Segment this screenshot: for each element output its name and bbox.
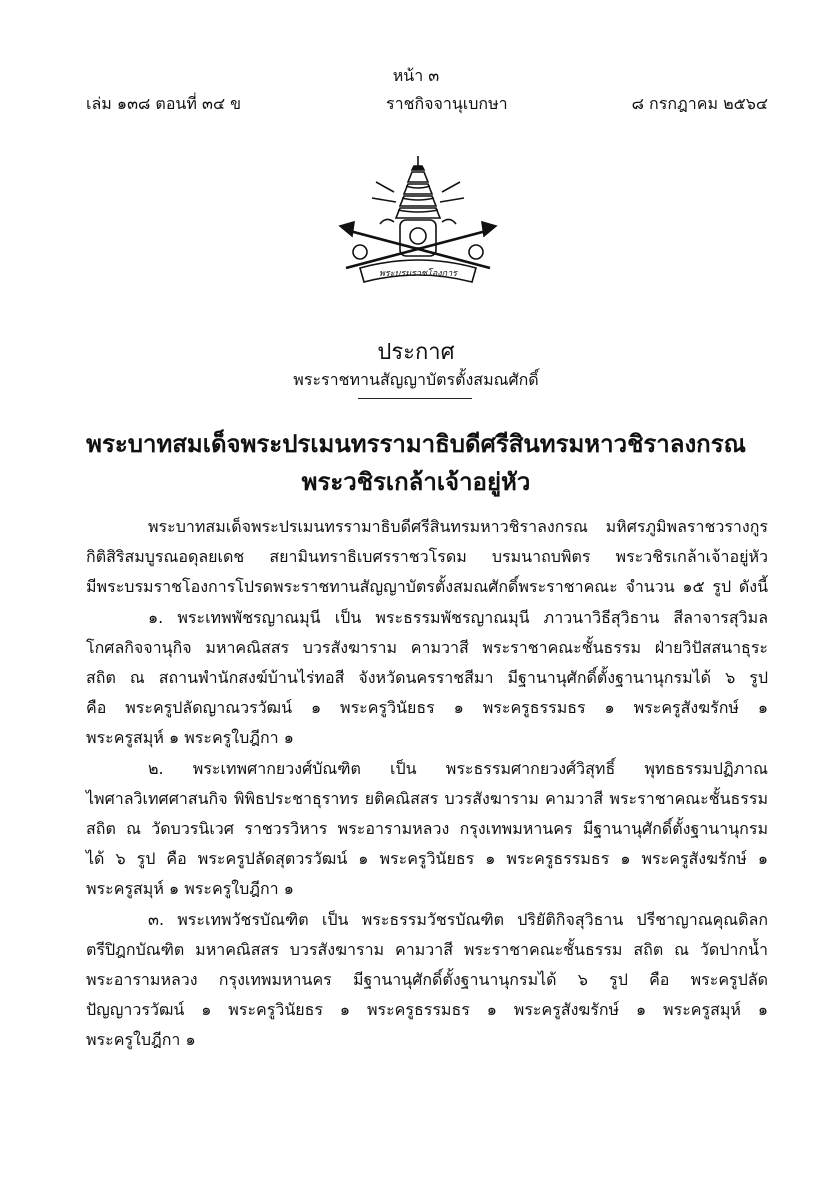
body-line: สถิต ณ วัดบวรนิเวศ ราชวรวิหาร พระอารามหลวง กรุงเทพมหานคร มีฐานานุศักดิ์ตั้งฐานานุกรม bbox=[86, 819, 768, 839]
announcement-subtitle: พระราชทานสัญญาบัตรตั้งสมณศักดิ์ bbox=[293, 370, 539, 389]
body-line: พระครูสมุห์ ๑ พระครูใบฎีกา ๑ bbox=[86, 879, 294, 899]
volume-issue: เล่ม ๑๓๘ ตอนที่ ๓๔ ข bbox=[86, 94, 242, 113]
body-line: ได้ ๖ รูป คือ พระครูปลัดสุตวรวัฒน์ ๑ พระครูวินัยธร ๑ พระครูธรรมธร ๑ พระครูสังฆรักษ์ ๑ bbox=[86, 849, 768, 869]
body-line: โกศลกิจจานุกิจ มหาคณิสสร บวรสังฆาราม คามวาสี พระราชาคณะชั้นธรรม ฝ่ายวิปัสสนาธุระ bbox=[86, 637, 768, 657]
announcement-body bbox=[86, 512, 768, 1056]
body-line: พระบาทสมเด็จพระปรเมนทรรามาธิบดีศรีสินทรมหาวชิราลงกรณ มหิศรภูมิพลราชวรางกูร bbox=[148, 517, 768, 536]
body-line: ๑. พระเทพพัชรญาณมุนี เป็น พระธรรมพัชรญาณมุนี ภาวนาวิธีสุวิธาน สีลาจารสุวิมล bbox=[148, 607, 768, 627]
body-line: ตรีปิฎกบัณฑิต มหาคณิสสร บวรสังฆาราม คามวาสี พระราชาคณะชั้นธรรม สถิต ณ วัดปากน้ำ bbox=[86, 939, 769, 959]
body-line: ไพศาลวิเทศศาสนกิจ พิพิธประชาธุราทร ยติคณิสสร บวรสังฆาราม คามวาสี พระราชาคณะชั้นธรรม bbox=[86, 788, 768, 808]
page-number: หน้า ๓ bbox=[392, 66, 440, 85]
body-line: ปัญญาวรวัฒน์ ๑ พระครูวินัยธร ๑ พระครูธรรมธร ๑ พระครูสังฆรักษ์ ๑ พระครูสมุห์ ๑ bbox=[86, 1000, 768, 1020]
announcement-title: ประกาศ bbox=[377, 340, 455, 365]
title-divider bbox=[358, 398, 472, 399]
gazette-name: ราชกิจจานุเบกษา bbox=[386, 94, 508, 113]
body-line: กิติสิริสมบูรณอดุลยเดช สยามินทราธิเบศรราชวโรดม บรมนาถบพิตร พระวชิรเกล้าเจ้าอยู่หัว bbox=[86, 547, 768, 567]
body-line: ๓. พระเทพวัชรบัณฑิต เป็น พระธรรมวัชรบัณฑิต ปริยัติกิจสุวิธาน ปรีชาญาณคุณดิลก bbox=[148, 909, 768, 929]
king-title-line-1: พระบาทสมเด็จพระปรเมนทรรามาธิบดีศรีสินทรมหาวชิราลงกรณ bbox=[86, 430, 746, 458]
body-line: พระอารามหลวง กรุงเทพมหานคร มีฐานานุศักดิ์ตั้งฐานานุกรมได้ ๖ รูป คือ พระครูปลัด bbox=[86, 970, 768, 990]
body-line: คือ พระครูปลัดญาณวรวัฒน์ ๑ พระครูวินัยธร ๑ พระครูธรรมธร ๑ พระครูสังฆรักษ์ ๑ bbox=[86, 698, 768, 718]
body-line: มีพระบรมราชโองการโปรดพระราชทานสัญญาบัตรตั้งสมณศักดิ์พระราชาคณะ จำนวน ๑๕ รูป ดังนี้ bbox=[86, 577, 768, 597]
royal-emblem-icon bbox=[336, 152, 500, 292]
body-line: พระครูใบฎีกา ๑ bbox=[86, 1030, 196, 1050]
body-line: ๒. พระเทพศากยวงศ์บัณฑิต เป็น พระธรรมศากยวงศ์วิสุทธิ์ พุทธธรรมปฏิภาณ bbox=[148, 758, 768, 778]
emblem-ribbon-text: พระบรมราชโองการ bbox=[378, 269, 458, 279]
king-title-line-2: พระวชิรเกล้าเจ้าอยู่หัว bbox=[301, 468, 531, 496]
publication-date: ๘ กรกฎาคม ๒๕๖๔ bbox=[631, 94, 768, 113]
body-line: พระครูสมุห์ ๑ พระครูใบฎีกา ๑ bbox=[86, 728, 294, 748]
body-line: สถิต ณ สถานพำนักสงฆ์บ้านไร่ทอสี จังหวัดนครราชสีมา มีฐานานุศักดิ์ตั้งฐานานุกรมได้ ๖ รูป bbox=[86, 668, 768, 688]
